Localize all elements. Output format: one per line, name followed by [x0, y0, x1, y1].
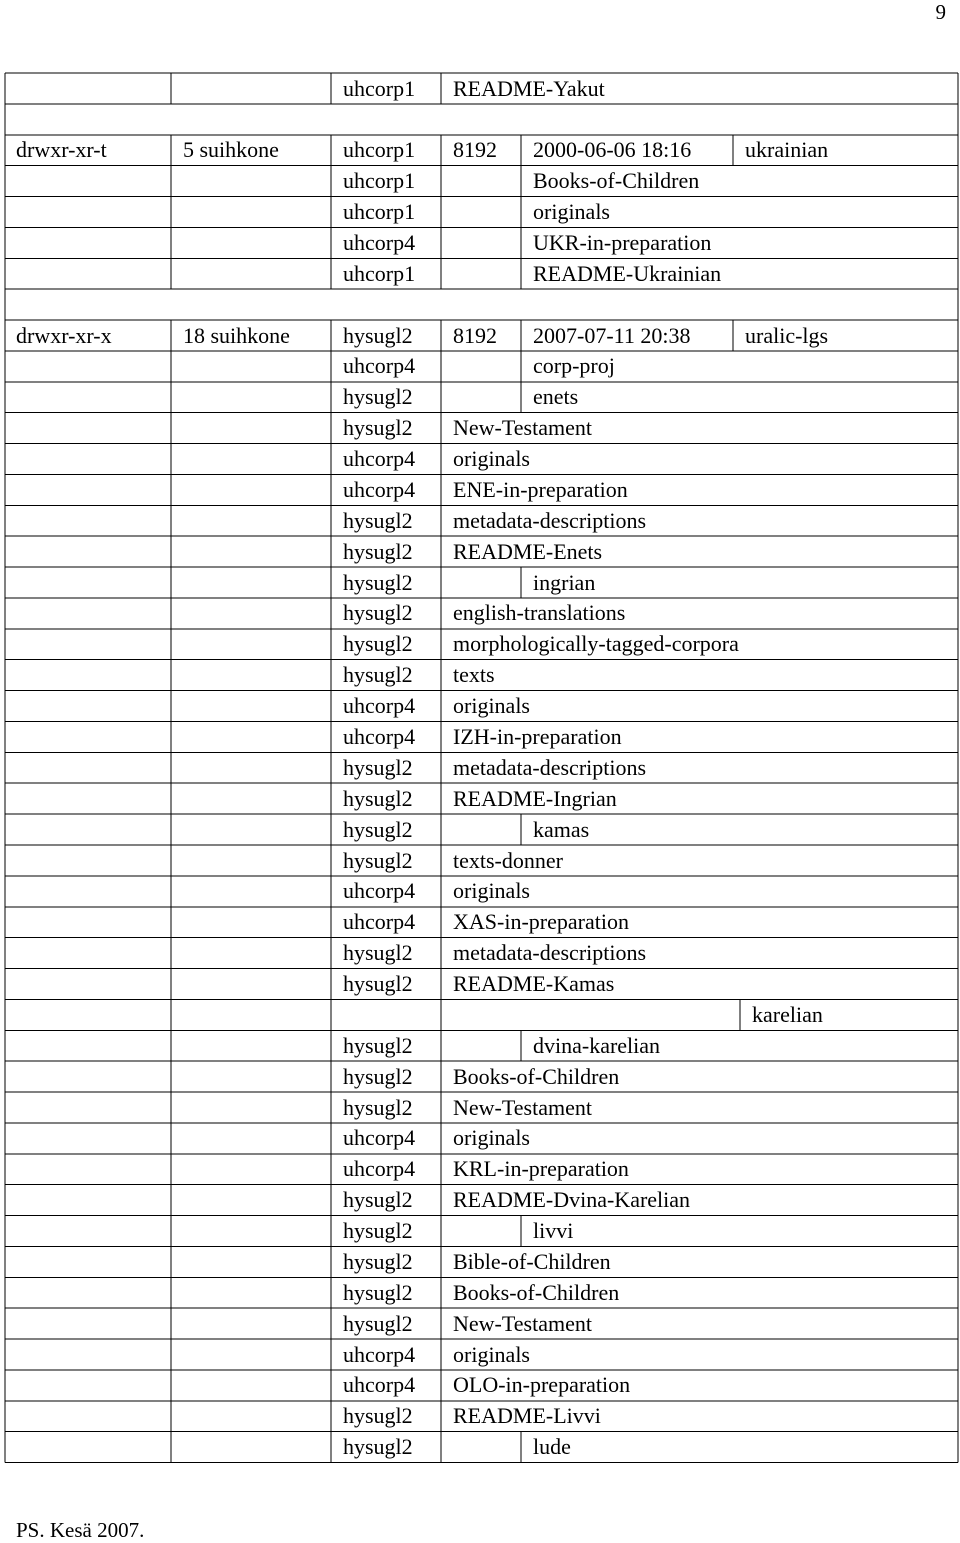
filename-cell: Books-of-Children — [533, 168, 700, 194]
owner-cell: uhcorp4 — [343, 909, 416, 935]
owner-cell: uhcorp1 — [343, 199, 416, 225]
filename-cell: metadata-descriptions — [453, 507, 647, 533]
owner-cell: hysugl2 — [343, 1187, 413, 1213]
filename-cell: OLO-in-preparation — [453, 1372, 631, 1398]
filename-cell: README-Dvina-Karelian — [453, 1187, 691, 1213]
owner-cell: uhcorp4 — [343, 1372, 416, 1398]
owner-cell: hysugl2 — [343, 1403, 413, 1429]
owner-cell: hysugl2 — [343, 940, 413, 966]
filename-cell: Books-of-Children — [453, 1063, 620, 1089]
owner-cell: uhcorp1 — [343, 137, 416, 163]
owner-cell: uhcorp4 — [343, 1341, 416, 1367]
owner-cell: uhcorp4 — [343, 693, 416, 719]
filename-cell: metadata-descriptions — [453, 754, 647, 780]
owner-cell: uhcorp1 — [343, 168, 416, 194]
owner-cell: hysugl2 — [343, 1248, 413, 1274]
owner-cell: hysugl2 — [343, 415, 413, 441]
filename-cell: texts-donner — [453, 847, 563, 873]
filename-cell: originals — [453, 878, 530, 904]
owner-cell: uhcorp1 — [343, 75, 416, 101]
permissions-cell: drwxr-xr-t — [16, 137, 107, 163]
owner-cell: hysugl2 — [343, 507, 413, 533]
filename-cell: XAS-in-preparation — [453, 909, 629, 935]
filename-cell: metadata-descriptions — [453, 940, 647, 966]
size-cell: 8192 — [453, 322, 497, 348]
owner-cell: uhcorp4 — [343, 1125, 416, 1151]
filename-cell: README-Ukrainian — [533, 260, 722, 286]
filename-cell: texts — [453, 662, 495, 688]
filename-cell: corp-proj — [533, 353, 615, 379]
size-cell: 8192 — [453, 137, 497, 163]
date-cell: 2000-06-06 18:16 — [533, 137, 692, 163]
owner-cell: uhcorp4 — [343, 723, 416, 749]
owner-cell: hysugl2 — [343, 1094, 413, 1120]
filename-cell: New-Testament — [453, 1310, 592, 1336]
owner-cell: hysugl2 — [343, 1434, 413, 1460]
filename-cell: originals — [453, 1125, 530, 1151]
owner-cell: hysugl2 — [343, 1032, 413, 1058]
owner-cell: hysugl2 — [343, 1279, 413, 1305]
filename-cell: ukrainian — [745, 137, 829, 163]
filename-cell: english-translations — [453, 600, 626, 626]
filename-cell: ENE-in-preparation — [453, 476, 628, 502]
filename-cell: originals — [453, 693, 530, 719]
filename-cell: KRL-in-preparation — [453, 1156, 629, 1182]
footer-text: PS. Kesä 2007. — [16, 1518, 145, 1542]
owner-cell: hysugl2 — [343, 631, 413, 657]
filename-cell: README-Kamas — [453, 971, 615, 997]
owner-cell: uhcorp4 — [343, 353, 416, 379]
filename-cell: ingrian — [533, 569, 596, 595]
owner-cell: uhcorp1 — [343, 260, 416, 286]
owner-cell: hysugl2 — [343, 785, 413, 811]
owner-cell: hysugl2 — [343, 847, 413, 873]
owner-cell: hysugl2 — [343, 816, 413, 842]
owner-cell: hysugl2 — [343, 600, 413, 626]
owner-cell: hysugl2 — [343, 754, 413, 780]
filename-cell: originals — [453, 446, 530, 472]
permissions-cell: drwxr-xr-x — [16, 322, 112, 348]
date-cell: 2007-07-11 20:38 — [533, 322, 691, 348]
filename-cell: Books-of-Children — [453, 1279, 620, 1305]
filename-cell: README-Enets — [453, 538, 603, 564]
links-user-cell: 18 suihkone — [183, 322, 290, 348]
owner-cell: hysugl2 — [343, 1218, 413, 1244]
owner-cell: uhcorp4 — [343, 446, 416, 472]
owner-cell: uhcorp4 — [343, 476, 416, 502]
links-user-cell: 5 suihkone — [183, 137, 279, 163]
filename-cell: uralic-lgs — [745, 322, 829, 348]
filename-cell: README-Ingrian — [453, 785, 617, 811]
owner-cell: hysugl2 — [343, 538, 413, 564]
filename-cell: lude — [533, 1434, 571, 1460]
owner-cell: uhcorp4 — [343, 229, 416, 255]
filename-cell: morphologically-tagged-corpora — [453, 631, 739, 657]
owner-cell: hysugl2 — [343, 971, 413, 997]
filename-cell: README-Livvi — [453, 1403, 601, 1429]
filename-cell: livvi — [533, 1218, 574, 1244]
filename-cell: Bible-of-Children — [453, 1248, 611, 1274]
owner-cell: uhcorp4 — [343, 1156, 416, 1182]
filename-cell: New-Testament — [453, 415, 592, 441]
owner-cell: hysugl2 — [343, 1063, 413, 1089]
filename-cell: dvina-karelian — [533, 1032, 661, 1058]
owner-cell: hysugl2 — [343, 1310, 413, 1336]
filename-cell: README-Yakut — [453, 75, 605, 101]
owner-cell: uhcorp4 — [343, 878, 416, 904]
filename-cell: kamas — [533, 816, 590, 842]
filename-cell: karelian — [752, 1001, 823, 1027]
owner-cell: hysugl2 — [343, 662, 413, 688]
filename-cell: UKR-in-preparation — [533, 229, 712, 255]
owner-cell: hysugl2 — [343, 384, 413, 410]
filename-cell: IZH-in-preparation — [453, 723, 622, 749]
owner-cell: hysugl2 — [343, 569, 413, 595]
page-number: 9 — [935, 0, 946, 24]
filename-cell: originals — [533, 199, 610, 225]
filename-cell: enets — [533, 384, 579, 410]
owner-cell: hysugl2 — [343, 322, 413, 348]
filename-cell: originals — [453, 1341, 530, 1367]
filename-cell: New-Testament — [453, 1094, 592, 1120]
